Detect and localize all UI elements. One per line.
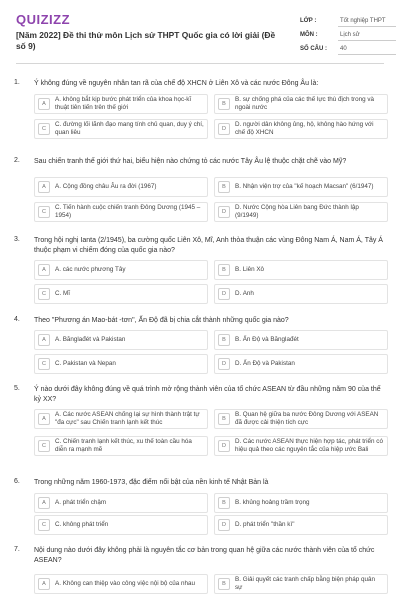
meta-value: 40 xyxy=(338,44,396,55)
worksheet-meta xyxy=(300,14,396,56)
option-a[interactable] xyxy=(34,177,208,197)
option-text: D. người dân không ủng, hộ, không hào hứng với chế độ XHCN xyxy=(235,121,374,136)
option-text: A. Cộng đồng châu Âu ra đời (1967) xyxy=(55,183,157,191)
question-text: Ý không đúng về nguyên nhân tan rã của chế độ XHCN ở Liên Xô và các nước Đông Âu là: xyxy=(34,80,319,87)
option-text: C. Pakistan và Nepan xyxy=(55,360,116,368)
option-b[interactable] xyxy=(214,260,388,280)
option-c[interactable] xyxy=(34,354,208,374)
option-text: D. Nước Cộng hòa Liên bang Đức thành lập (9/1949) xyxy=(235,204,359,219)
option-a[interactable] xyxy=(34,493,208,513)
option-text: A. Các nước ASEAN chống lại sự hình thành trật tự "đa cực" sau Chiến tranh lạnh kết thúc xyxy=(55,411,200,426)
option-a[interactable] xyxy=(34,260,208,280)
option-letter: B xyxy=(218,334,230,346)
option-text: B. Liên Xô xyxy=(235,266,265,274)
option-letter: A xyxy=(38,98,50,110)
option-b[interactable] xyxy=(214,409,388,429)
question-number: 2. xyxy=(14,157,20,164)
option-letter: B xyxy=(218,98,230,110)
option-letter: A xyxy=(38,334,50,346)
option-c[interactable] xyxy=(34,515,208,535)
meta-row-subject xyxy=(300,28,396,42)
option-text: C. Mĩ xyxy=(55,290,71,298)
question-text: Ý nào dưới đây không đúng về quá trình mở rộng thành viên của tổ chức ASEAN từ đầu những năm 90 của thế kỷ XX? xyxy=(34,386,381,403)
option-b[interactable] xyxy=(214,94,388,114)
option-text: D. Ấn Độ và Pakistan xyxy=(235,360,295,368)
option-letter: C xyxy=(38,206,50,218)
meta-key: LỚP : xyxy=(300,18,317,24)
option-text: C. không phát triển xyxy=(55,521,109,529)
option-text: D. Các nước ASEAN thực hiện hợp tác, phát triển có hiệu quả theo các nguyên tắc của hiệp ước Bali xyxy=(235,438,383,453)
header-divider xyxy=(16,63,384,64)
option-letter: B xyxy=(218,264,230,276)
option-text: A. Bănglađét và Pakistan xyxy=(55,336,126,344)
meta-row-class xyxy=(300,14,396,28)
option-text: D. phát triển "thần kì" xyxy=(235,521,295,529)
option-letter: B xyxy=(218,181,230,193)
option-text: A. các nước phương Tây xyxy=(55,266,126,274)
option-text: B. khủng hoảng trầm trọng xyxy=(235,499,310,507)
option-d[interactable] xyxy=(214,436,388,456)
option-d[interactable] xyxy=(214,202,388,222)
meta-row-count xyxy=(300,42,396,56)
option-d[interactable] xyxy=(214,515,388,535)
question-number: 7. xyxy=(14,546,20,553)
option-letter: B xyxy=(218,578,230,590)
question-text: Nội dung nào dưới đây không phải là nguyên tắc cơ bản trong quan hệ giữa các nước thành viên của tổ chức ASEAN? xyxy=(34,547,375,564)
option-letter: C xyxy=(38,288,50,300)
option-letter: A xyxy=(38,497,50,509)
option-text: B. sự chống phá của các thế lực thù địch trong và ngoài nước xyxy=(235,96,374,111)
option-text: B. Giải quyết các tranh chấp bằng biện pháp quân sự xyxy=(235,576,376,591)
option-c[interactable] xyxy=(34,119,208,139)
option-letter: D xyxy=(218,288,230,300)
option-c[interactable] xyxy=(34,436,208,456)
option-a[interactable] xyxy=(34,574,208,594)
option-letter: D xyxy=(218,206,230,218)
option-letter: A xyxy=(38,181,50,193)
worksheet-title: [Năm 2022] Đề thi thử môn Lịch sử THPT Quốc gia có lời giải (Đề số 9) xyxy=(16,30,276,51)
option-b[interactable] xyxy=(214,493,388,513)
quizizz-logo: QUIZIZZ xyxy=(16,12,71,27)
option-letter: C xyxy=(38,440,50,452)
meta-key: SỐ CÂU : xyxy=(300,46,327,52)
option-text: B. Quan hệ giữa ba nước Đông Dương với ASEAN đã được cải thiện tích cực xyxy=(235,411,379,426)
question-text: Theo "Phương án Mao-bát -tơn", Ấn Độ đã bị chia cắt thành những quốc gia nào? xyxy=(34,317,289,324)
option-c[interactable] xyxy=(34,284,208,304)
option-a[interactable] xyxy=(34,330,208,350)
option-letter: C xyxy=(38,519,50,531)
option-d[interactable] xyxy=(214,284,388,304)
meta-key: MÔN : xyxy=(300,32,318,38)
option-text: C. Chiến tranh lạnh kết thúc, xu thế toàn cầu hóa diễn ra mạnh mẽ xyxy=(55,438,192,453)
option-c[interactable] xyxy=(34,202,208,222)
question-number: 4. xyxy=(14,316,20,323)
option-b[interactable] xyxy=(214,574,388,594)
option-text: D. Anh xyxy=(235,290,254,298)
option-text: B. Ấn Độ và Bănglađét xyxy=(235,336,299,344)
question-number: 1. xyxy=(14,79,20,86)
option-b[interactable] xyxy=(214,330,388,350)
question-number: 3. xyxy=(14,236,20,243)
option-letter: C xyxy=(38,358,50,370)
option-letter: B xyxy=(218,413,230,425)
option-letter: A xyxy=(38,413,50,425)
question-text: Trong hội nghị Ianta (2/1945), ba cường quốc Liên Xô, Mĩ, Anh thỏa thuận các vùng Đông Nam Á, Nam Á, Tây Á thuộc phạm vi chiếm đóng của quốc gia nào? xyxy=(34,237,383,254)
question-text: Trong những năm 1960-1973, đặc điểm nổi bật của nền kinh tế Nhật Bản là xyxy=(34,479,269,486)
option-letter: D xyxy=(218,123,230,135)
option-letter: B xyxy=(218,497,230,509)
option-text: A. phát triển chậm xyxy=(55,499,107,507)
option-text: C. Tiến hành cuộc chiến tranh Đông Dương (1945 – 1954) xyxy=(55,204,201,219)
option-text: A. Không can thiệp vào công việc nội bộ của nhau xyxy=(55,580,196,588)
option-a[interactable] xyxy=(34,94,208,114)
meta-value: Tốt nghiệp THPT xyxy=(338,16,396,27)
option-d[interactable] xyxy=(214,354,388,374)
option-letter: A xyxy=(38,264,50,276)
meta-value: Lịch sử xyxy=(338,30,396,41)
worksheet-header xyxy=(0,0,400,62)
option-letter: C xyxy=(38,123,50,135)
option-b[interactable] xyxy=(214,177,388,197)
option-letter: D xyxy=(218,358,230,370)
option-letter: A xyxy=(38,578,50,590)
option-text: A. không bắt kịp bước phát triển của khoa học-kĩ thuật tiên tiến trên thế giới xyxy=(55,96,192,111)
option-text: B. Nhận viện trợ của "kế hoạch Macsan" (6/1947) xyxy=(235,183,374,191)
option-letter: D xyxy=(218,440,230,452)
option-a[interactable] xyxy=(34,409,208,429)
option-letter: D xyxy=(218,519,230,531)
question-number: 5. xyxy=(14,385,20,392)
question-text: Sau chiến tranh thế giới thứ hai, biểu hiện nào chứng tỏ các nước Tây Âu lệ thuộc chặt chẽ vào Mỹ? xyxy=(34,158,347,165)
option-d[interactable] xyxy=(214,119,388,139)
option-text: C. đường lối lãnh đạo mang tính chủ quan, duy ý chí, quan liêu xyxy=(55,121,204,136)
question-number: 6. xyxy=(14,478,20,485)
